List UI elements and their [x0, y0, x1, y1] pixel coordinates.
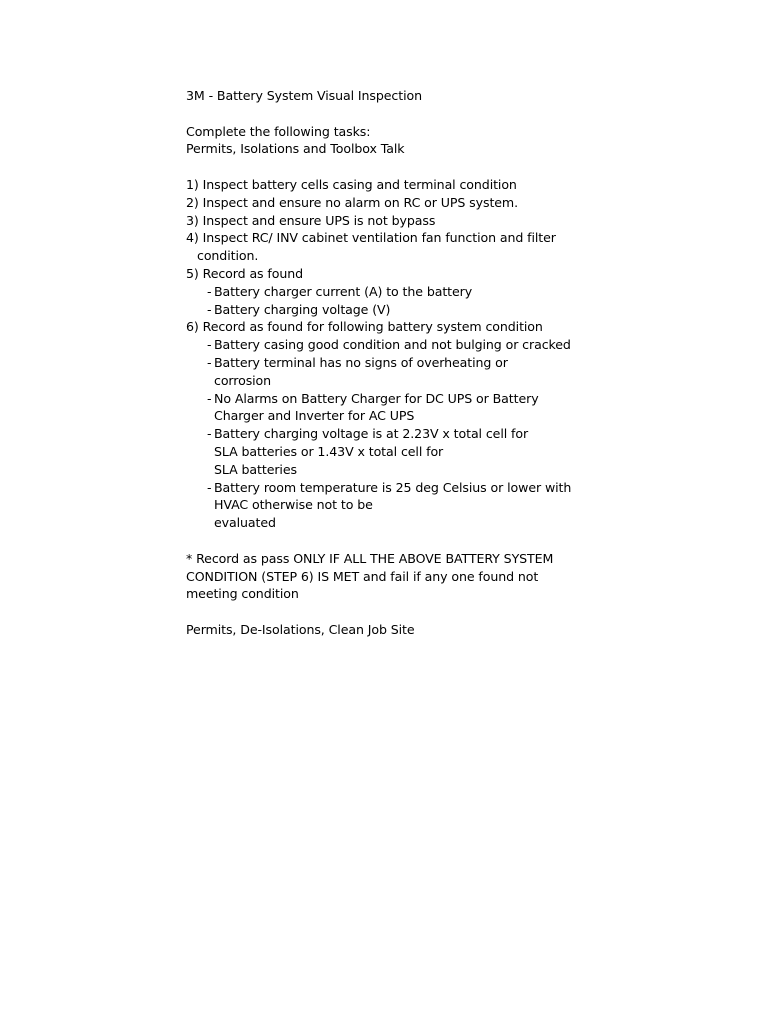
intro-line: Complete the following tasks:	[186, 123, 371, 139]
spacer	[186, 105, 586, 123]
task-item-1: 1) Inspect battery cells casing and terminal condition	[186, 176, 517, 192]
spacer	[186, 603, 586, 621]
document-body	[186, 87, 586, 639]
subitem-continuation: evaluated	[214, 515, 276, 531]
subitem-text: Battery charging voltage is at 2.23V x total cell for	[214, 426, 529, 442]
subitem-continuation: HVAC otherwise not to be	[214, 497, 373, 513]
task-6-subitem	[186, 354, 586, 372]
subitem-continuation: corrosion	[214, 372, 272, 388]
subitem-continuation: SLA batteries	[214, 461, 297, 477]
subitem-continuation: Charger and Inverter for AC UPS	[214, 408, 415, 424]
subitem-text: Battery casing good condition and not bulging or cracked	[214, 337, 571, 353]
task-item-5: 5) Record as found	[186, 265, 304, 281]
subitem-text: No Alarms on Battery Charger for DC UPS or Battery	[214, 390, 539, 406]
pass-note-line: CONDITION (STEP 6) IS MET and fail if any one found not	[186, 568, 539, 584]
closing-line: Permits, De-Isolations, Clean Job Site	[186, 621, 415, 637]
spacer	[186, 532, 586, 550]
task-item-4: 4) Inspect RC/ INV cabinet ventilation fan function and filter	[186, 230, 556, 246]
task-5-subitem	[186, 283, 586, 301]
task-item-2: 2) Inspect and ensure no alarm on RC or UPS system.	[186, 194, 519, 210]
dash-bullet: -	[207, 479, 212, 495]
subitem-continuation: SLA batteries or 1.43V x total cell for	[214, 443, 444, 459]
task-6-subitem	[186, 390, 586, 408]
pass-note-line: * Record as pass ONLY IF ALL THE ABOVE BATTERY SYSTEM	[186, 550, 554, 566]
subitem-text: Battery charging voltage (V)	[214, 301, 391, 317]
dash-bullet: -	[207, 283, 212, 299]
subitem-text: Battery room temperature is 25 deg Celsius or lower with	[214, 479, 572, 495]
dash-bullet: -	[207, 337, 212, 353]
document-title: 3M - Battery System Visual Inspection	[186, 88, 422, 103]
dash-bullet: -	[207, 426, 212, 442]
task-item-3: 3) Inspect and ensure UPS is not bypass	[186, 212, 436, 228]
task-5-subitem	[186, 301, 586, 319]
task-6-subitem	[186, 425, 586, 443]
task-6-subitem	[186, 336, 586, 354]
intro-line: Permits, Isolations and Toolbox Talk	[186, 141, 405, 157]
dash-bullet: -	[207, 301, 212, 317]
subitem-text: Battery charger current (A) to the battery	[214, 283, 473, 299]
dash-bullet: -	[207, 354, 212, 370]
subitem-text: Battery terminal has no signs of overheating or	[214, 354, 508, 370]
dash-bullet: -	[207, 390, 212, 406]
task-item-4-continuation: condition.	[197, 248, 259, 264]
task-6-subitem	[186, 479, 586, 497]
pass-note-line: meeting condition	[186, 586, 299, 602]
spacer	[186, 158, 586, 176]
task-item-6: 6) Record as found for following battery system condition	[186, 319, 543, 335]
